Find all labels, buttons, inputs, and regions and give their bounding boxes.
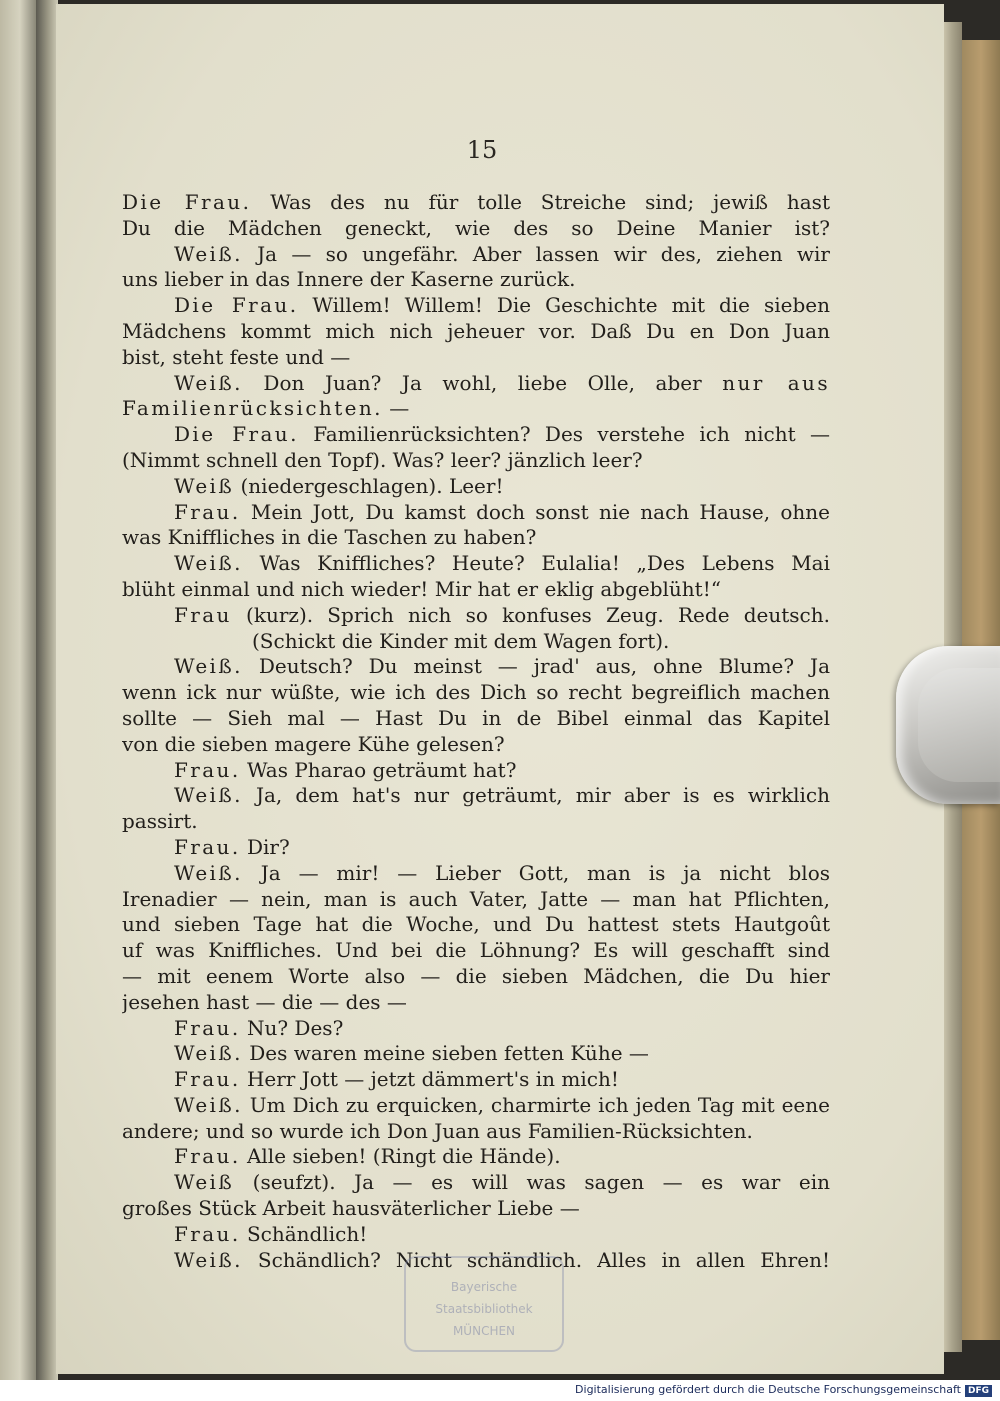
line-text: Ja — mir! — Lieber Gott, man is ja nicht blos xyxy=(242,860,830,885)
speaker-name: Frau. xyxy=(174,1144,241,1169)
text-line xyxy=(122,758,830,784)
text-line xyxy=(122,1144,830,1170)
stamp-line: Staatsbibliothek xyxy=(435,1302,533,1316)
text-line xyxy=(122,500,830,526)
text-line xyxy=(122,1041,830,1067)
speaker-name: Die Frau. xyxy=(174,422,299,447)
text-line xyxy=(122,1119,830,1145)
previous-page-edge xyxy=(0,0,36,1380)
speaker-name: Weiß. xyxy=(174,1247,243,1272)
text-line xyxy=(122,861,830,887)
line-text: (Nimmt schnell den Topf). Was? leer? jänzlich leer? xyxy=(122,447,643,472)
text-line xyxy=(122,629,830,655)
speaker-name: Frau. xyxy=(174,499,241,524)
line-text: Alle sieben! (Ringt die Hände). xyxy=(240,1144,561,1169)
line-text: Herr Jott — jetzt dämmert's in mich! xyxy=(240,1067,619,1092)
text-line xyxy=(122,783,830,809)
text-line xyxy=(122,396,830,422)
line-text: und sieben Tage hat die Woche, und Du hattest stets Hautgoût xyxy=(122,912,830,937)
speaker-name: Weiß. xyxy=(174,551,243,576)
text-line xyxy=(122,706,830,732)
line-text: Was des nu für tolle Streiche sind; jewiß hast xyxy=(251,190,830,214)
text-line xyxy=(122,422,830,448)
speaker-name: Weiß. xyxy=(174,370,243,395)
speaker-name: Weiß. xyxy=(174,654,243,679)
line-text: passirt. xyxy=(122,809,198,834)
text-line xyxy=(122,1067,830,1093)
text-line xyxy=(122,835,830,861)
line-text: Irenadier — nein, man is auch Vater, Jatte — man hat Pflichten, xyxy=(122,886,830,911)
text-line xyxy=(122,1196,830,1222)
page-text xyxy=(122,190,830,1273)
text-line xyxy=(122,654,830,680)
text-line xyxy=(122,577,830,603)
text-line xyxy=(122,293,830,319)
speaker-name: Weiß. xyxy=(174,241,243,266)
line-text: Du die Mädchen geneckt, wie des so Deine Manier ist? xyxy=(122,215,830,240)
line-text: Deutsch? Du meinst — jrad' aus, ohne Blume? Ja xyxy=(242,654,830,679)
stamp-line: MÜNCHEN xyxy=(452,1324,516,1338)
line-text: Mädchens kommt mich nich jeheuer vor. Daß Du en Don Juan xyxy=(122,318,830,343)
text-line xyxy=(122,242,830,268)
text-line xyxy=(122,1222,830,1248)
page-clip-highlight xyxy=(918,668,1000,782)
text-line xyxy=(122,990,830,1016)
speaker-name: Frau xyxy=(174,602,232,627)
speaker-name: Die Frau. xyxy=(174,293,299,318)
line-text: Dir? xyxy=(240,834,290,859)
line-text: — mit eenem Worte also — die sieben Mädchen, die Du hier xyxy=(122,963,830,988)
line-text: (kurz). Sprich nich so konfuses Zeug. Rede deutsch. xyxy=(231,602,830,627)
line-text: Schändlich? Nicht schändlich. Alles in allen Ehren! xyxy=(242,1247,830,1272)
speaker-name: Frau. xyxy=(174,834,241,859)
speaker-name: Frau. xyxy=(174,1221,241,1246)
line-text: Des waren meine sieben fetten Kühe — xyxy=(242,1041,649,1066)
line-text: blüht einmal und nich wieder! Mir hat er eklig abgeblüht!“ xyxy=(122,576,721,601)
dfg-credit-text: Digitalisierung gefördert durch die Deutsche Forschungsgemeinschaft xyxy=(575,1383,961,1396)
text-line xyxy=(122,603,830,629)
text-line xyxy=(122,680,830,706)
speaker-name: Weiß xyxy=(174,1170,235,1195)
speaker-name: nur aus xyxy=(722,370,830,395)
text-line xyxy=(122,732,830,758)
speaker-name: Weiß. xyxy=(174,1041,243,1066)
line-text: (Schickt die Kinder mit dem Wagen fort). xyxy=(252,628,670,653)
line-text: großes Stück Arbeit hausväterlicher Liebe — xyxy=(122,1196,580,1221)
stamp-line: Bayerische xyxy=(450,1280,518,1294)
text-line xyxy=(122,345,830,371)
line-text: von die sieben magere Kühe gelesen? xyxy=(122,731,505,756)
speaker-name: Frau. xyxy=(174,1067,241,1092)
speaker-name: Weiß. xyxy=(174,783,243,808)
text-line xyxy=(122,319,830,345)
text-line xyxy=(122,190,830,216)
line-text: Familienrücksichten? Des verstehe ich nicht — xyxy=(298,422,830,447)
text-line xyxy=(122,525,830,551)
line-text: Schändlich! xyxy=(240,1221,368,1246)
line-text: uf was Kniffliches. Und bei die Löhnung? Es will geschafft sind xyxy=(122,938,830,963)
line-text: uns lieber in das Innere der Kaserne zurück. xyxy=(122,267,576,292)
text-line xyxy=(122,267,830,293)
text-line xyxy=(122,551,830,577)
line-text: Was Kniffliches? Heute? Eulalia! „Des Lebens Mai xyxy=(242,551,830,576)
line-text: — xyxy=(382,396,410,421)
line-text: Nu? Des? xyxy=(240,1015,344,1040)
book-gutter xyxy=(36,0,58,1380)
text-line xyxy=(122,216,830,242)
text-line xyxy=(122,1170,830,1196)
speaker-name: Frau. xyxy=(174,757,241,782)
speaker-name: Familienrücksichten. xyxy=(122,396,383,421)
line-text: Don Juan? Ja wohl, liebe Olle, aber xyxy=(242,370,723,395)
text-line xyxy=(122,371,830,397)
line-text: andere; und so wurde ich Don Juan aus Familien-Rücksichten. xyxy=(122,1118,753,1143)
line-text: Um Dich zu erquicken, charmirte ich jeden Tag mit eene xyxy=(242,1092,830,1117)
speaker-name: Weiß xyxy=(174,473,235,498)
text-line xyxy=(122,912,830,938)
line-text: (niedergeschlagen). Leer! xyxy=(234,473,504,498)
line-text: (seufzt). Ja — es will was sagen — es war ein xyxy=(234,1170,830,1195)
line-text: sollte — Sieh mal — Hast Du in de Bibel einmal das Kapitel xyxy=(122,705,830,730)
text-line xyxy=(122,448,830,474)
text-line xyxy=(122,809,830,835)
text-line xyxy=(122,1016,830,1042)
speaker-name: Frau. xyxy=(174,1015,241,1040)
line-text: Was Pharao geträumt hat? xyxy=(240,757,517,782)
dfg-logo: DFG xyxy=(965,1385,992,1397)
library-stamp xyxy=(404,1256,564,1352)
text-line xyxy=(122,938,830,964)
line-text: Ja — so ungefähr. Aber lassen wir des, ziehen wir xyxy=(242,241,830,266)
line-text: jesehen hast — die — des — xyxy=(122,989,407,1014)
text-line xyxy=(122,964,830,990)
line-text: Willem! Willem! Die Geschichte mit die sieben xyxy=(298,293,830,318)
line-text: bist, steht feste und — xyxy=(122,344,351,369)
speaker-name: Weiß. xyxy=(174,1092,243,1117)
text-line xyxy=(122,887,830,913)
page-number: 15 xyxy=(466,136,498,164)
dfg-credit xyxy=(575,1383,992,1397)
line-text: Ja, dem hat's nur geträumt, mir aber is es wirklich xyxy=(242,783,830,808)
text-line xyxy=(122,1093,830,1119)
line-text: was Kniffliches in die Taschen zu haben? xyxy=(122,525,537,550)
line-text: wenn ick nur wüßte, wie ich des Dich so recht begreiflich machen xyxy=(122,680,830,705)
speaker-name: Weiß. xyxy=(174,860,243,885)
speaker-name: Die Frau. xyxy=(122,190,252,214)
line-text: Mein Jott, Du kamst doch sonst nie nach Hause, ohne xyxy=(240,499,830,524)
text-line xyxy=(122,474,830,500)
